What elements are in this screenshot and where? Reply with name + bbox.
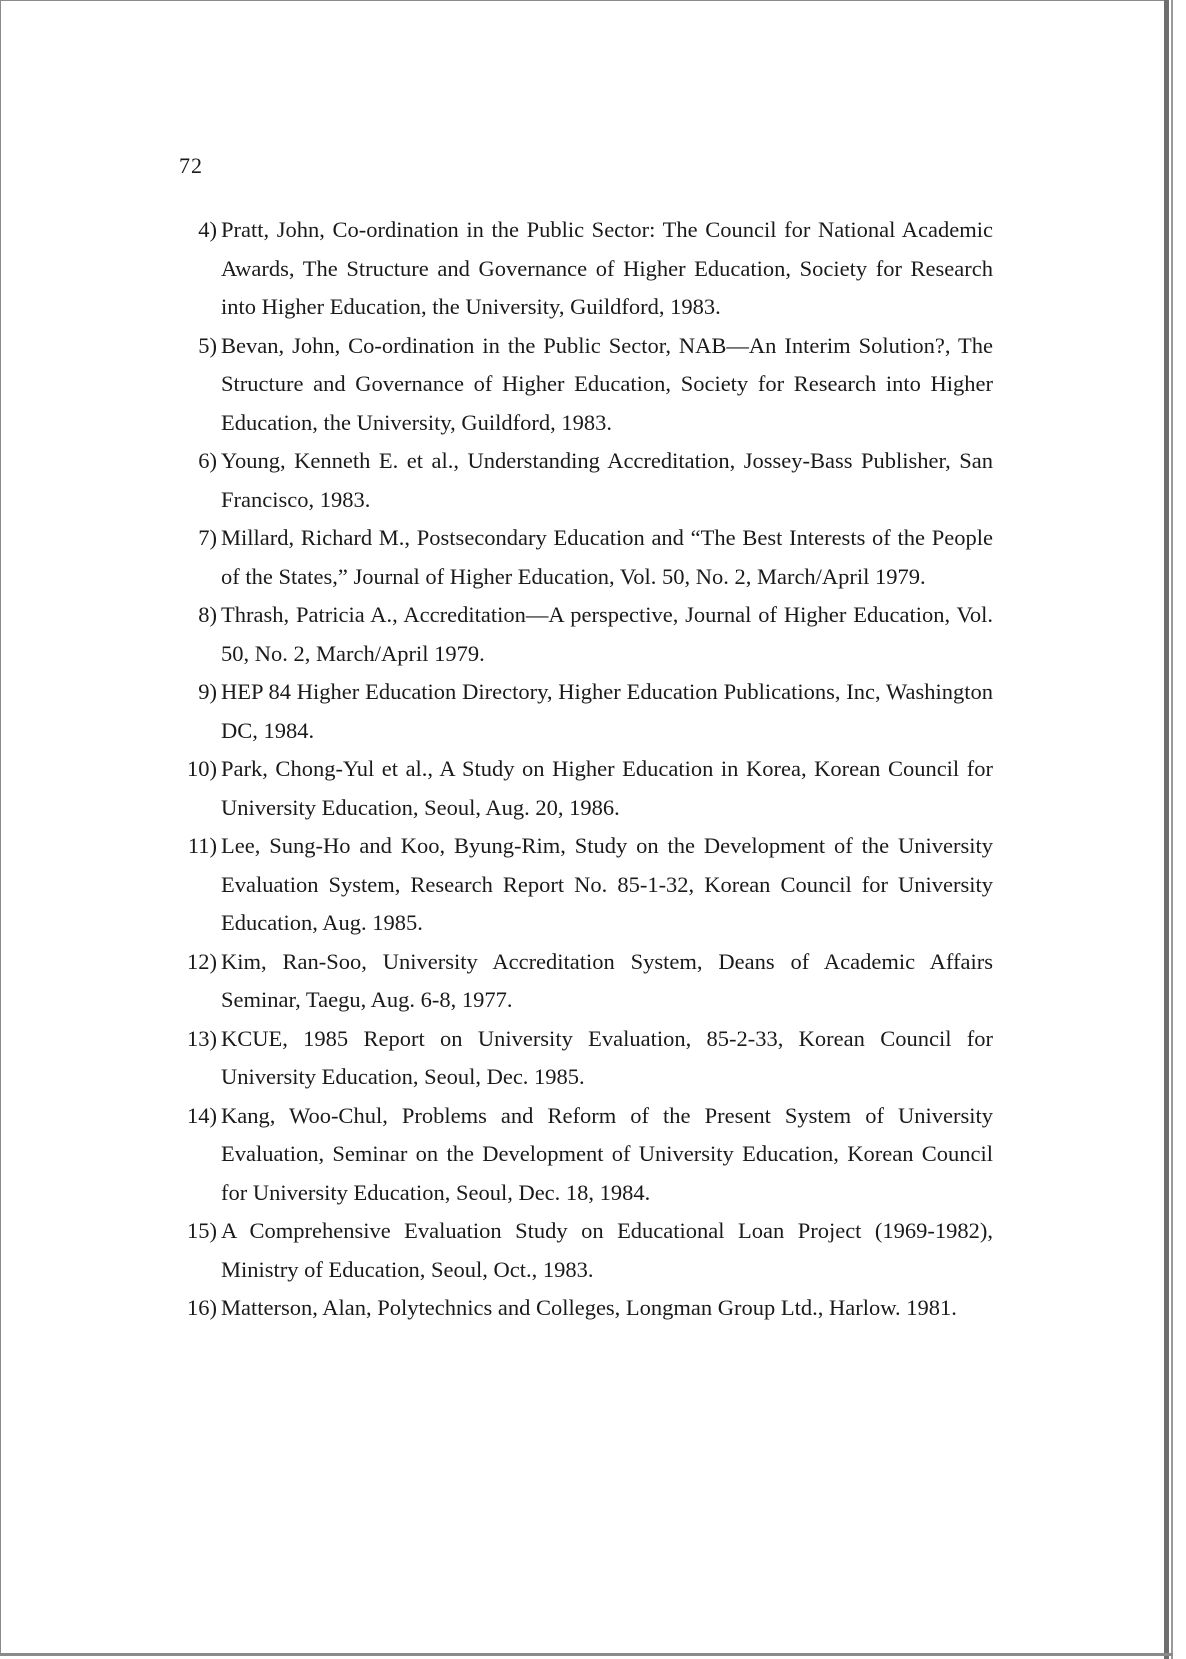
reference-text: A Comprehensive Evaluation Study on Educational Loan Project (1969-1982), Ministry of Education, Seoul, Oct., 1983. (221, 1218, 993, 1282)
reference-text: Millard, Richard M., Postsecondary Education and “The Best Interests of the People of the States,” Journal of Higher Education, Vol. 50, No. 2, March/April 1979. (221, 525, 993, 589)
reference-number: 16) (187, 1295, 217, 1320)
reference-item (171, 943, 993, 1020)
reference-text: Lee, Sung-Ho and Koo, Byung-Rim, Study on the Development of the University Evaluation System, Research Report No. 85-1-32, Korean Council for University Education, Aug. 1985. (221, 833, 993, 935)
reference-number: 9) (198, 679, 217, 704)
reference-number: 15) (187, 1218, 217, 1243)
page-number: 72 (179, 153, 203, 178)
reference-item (171, 1289, 993, 1328)
reference-number: 13) (187, 1025, 217, 1051)
reference-item (171, 1020, 993, 1097)
reference-number: 5) (198, 332, 217, 358)
reference-item (171, 673, 993, 750)
reference-item (171, 519, 993, 596)
reference-text: Kang, Woo-Chul, Problems and Reform of the Present System of University Evaluation, Seminar on the Development of University Education, Korean Council for University Education, Seoul, Dec. 18, 1984. (221, 1102, 993, 1205)
reference-text: KCUE, 1985 Report on University Evaluation, 85-2-33, Korean Council for University Education, Seoul, Dec. 1985. (221, 1025, 993, 1089)
reference-item (171, 211, 993, 327)
reference-text: HEP 84 Higher Education Directory, Higher Education Publications, Inc, Washington DC, 1984. (221, 679, 993, 743)
reference-text: Kim, Ran-Soo, University Accreditation System, Deans of Academic Affairs Seminar, Taegu, Aug. 6-8, 1977. (221, 948, 993, 1012)
reference-number: 6) (198, 448, 217, 473)
reference-number: 4) (198, 217, 217, 242)
reference-number: 11) (187, 833, 217, 858)
reference-item (171, 1097, 993, 1213)
reference-number: 8) (198, 602, 217, 627)
reference-number: 12) (187, 948, 217, 974)
reference-text: Pratt, John, Co-ordination in the Public Sector: The Council for National Academic Awards, The Structure and Governance of Higher Education, Society for Research into Higher Education, the University, Guildford, 1983. (221, 217, 993, 319)
reference-text: Park, Chong-Yul et al., A Study on Higher Education in Korea, Korean Council for University Education, Seoul, Aug. 20, 1986. (221, 756, 993, 820)
reference-number: 7) (198, 525, 217, 550)
reference-text: Thrash, Patricia A., Accreditation—A perspective, Journal of Higher Education, Vol. 50, No. 2, March/April 1979. (221, 602, 993, 666)
page-edge-shadow (1164, 0, 1169, 1659)
reference-number: 14) (187, 1102, 217, 1128)
reference-text: Matterson, Alan, Polytechnics and Colleges, Longman Group Ltd., Harlow. 1981. (221, 1295, 957, 1320)
reference-list (171, 211, 993, 1328)
reference-text: Young, Kenneth E. et al., Understanding Accreditation, Jossey-Bass Publisher, San Francisco, 1983. (221, 448, 993, 512)
page-edge-shadow (1171, 0, 1173, 1659)
page-edge-shadow (0, 1653, 1173, 1656)
reference-item (171, 827, 993, 943)
reference-item (171, 1212, 993, 1289)
reference-item (171, 327, 993, 443)
reference-text: Bevan, John, Co-ordination in the Public Sector, NAB—An Interim Solution?, The Structure and Governance of Higher Education, Society for Research into Higher Education, the University, Guildford, 1983. (221, 332, 993, 435)
reference-item (171, 442, 993, 519)
reference-number: 10) (187, 756, 217, 781)
reference-item (171, 596, 993, 673)
reference-item (171, 750, 993, 827)
